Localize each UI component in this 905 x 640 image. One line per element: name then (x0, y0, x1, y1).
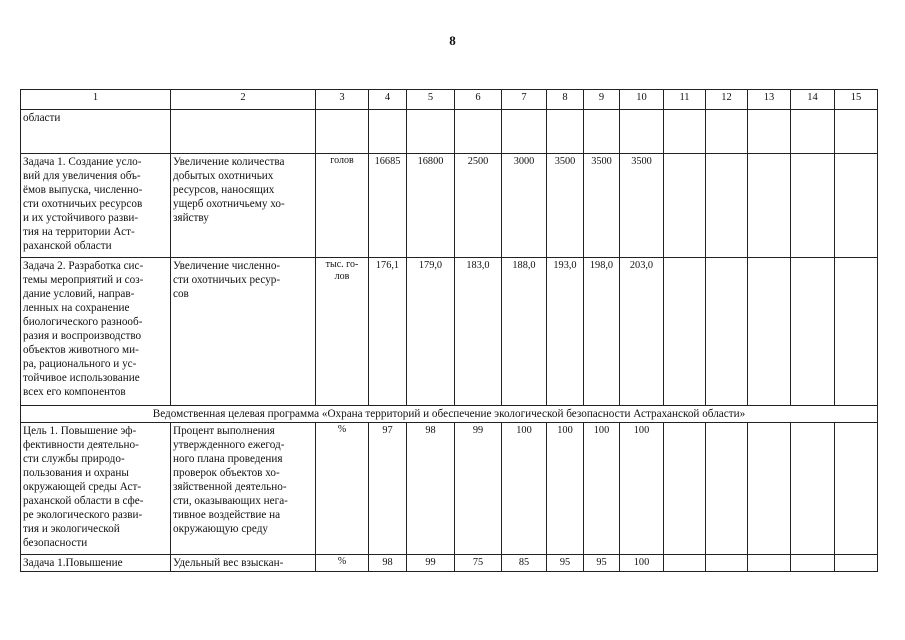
value-cell: 99 (455, 423, 502, 555)
indicator-goal-cell: Задача 1.Повышение (21, 555, 171, 572)
value-cell (748, 423, 791, 555)
value-cell (835, 258, 878, 406)
section-title: Ведомственная целевая программа «Охрана территорий и обеспечение экологической безопасности Астраханской области» (21, 406, 878, 423)
value-cell (791, 258, 835, 406)
header-cell: 2 (171, 90, 316, 110)
value-cell: 85 (502, 555, 547, 572)
value-cell (706, 154, 748, 258)
value-cell: 188,0 (502, 258, 547, 406)
value-cell (748, 555, 791, 572)
value-cell: 75 (455, 555, 502, 572)
value-cell (502, 110, 547, 154)
indicator-goal-cell: Задача 2. Разработка сис- темы мероприятий и соз- дание условий, направ- ленных на сохранение биологического разнооб- разия и воспроизводство объектов животного ми- ра, рационального и ус- тойчивое использование всех его компонентов (21, 258, 171, 406)
value-cell: 3000 (502, 154, 547, 258)
value-cell: 179,0 (407, 258, 455, 406)
header-cell: 7 (502, 90, 547, 110)
value-cell (706, 423, 748, 555)
header-cell: 13 (748, 90, 791, 110)
value-cell (664, 154, 706, 258)
value-cell (791, 555, 835, 572)
value-cell: 183,0 (455, 258, 502, 406)
header-cell: 3 (316, 90, 369, 110)
value-cell: 99 (407, 555, 455, 572)
header-cell: 10 (620, 90, 664, 110)
indicator-name-cell: Увеличение количества добытых охотничьих ресурсов, наносящих ущерб охотничьему хо- зяйству (171, 154, 316, 258)
value-cell (791, 154, 835, 258)
value-cell: 98 (369, 555, 407, 572)
value-cell: 16685 (369, 154, 407, 258)
value-cell: 193,0 (547, 258, 584, 406)
value-cell (791, 110, 835, 154)
header-cell: 14 (791, 90, 835, 110)
value-cell (835, 555, 878, 572)
value-cell (664, 110, 706, 154)
page-number: 8 (449, 33, 456, 48)
value-cell (369, 110, 407, 154)
value-cell (835, 154, 878, 258)
indicator-goal-cell: Задача 1. Создание усло- вий для увеличения объ- ёмов выпуска, численно- сти охотничьих ресурсов и их устойчивого разви- тия на территории Аст- раханской области (21, 154, 171, 258)
indicators-table (20, 89, 878, 572)
value-cell (791, 423, 835, 555)
value-cell (748, 110, 791, 154)
indicator-goal-cell: области (21, 110, 171, 154)
value-cell (835, 110, 878, 154)
value-cell: 3500 (584, 154, 620, 258)
value-cell: 3500 (620, 154, 664, 258)
header-cell: 5 (407, 90, 455, 110)
value-cell: 100 (547, 423, 584, 555)
value-cell: 95 (547, 555, 584, 572)
section-row (21, 406, 878, 423)
unit-cell (316, 110, 369, 154)
value-cell: 100 (502, 423, 547, 555)
indicator-name-cell (171, 110, 316, 154)
header-cell: 1 (21, 90, 171, 110)
value-cell: 203,0 (620, 258, 664, 406)
value-cell (664, 423, 706, 555)
value-cell (706, 258, 748, 406)
value-cell: 16800 (407, 154, 455, 258)
value-cell: 3500 (547, 154, 584, 258)
value-cell (664, 555, 706, 572)
unit-cell: голов (316, 154, 369, 258)
value-cell (835, 423, 878, 555)
value-cell (407, 110, 455, 154)
indicator-name-cell: Увеличение численно- сти охотничьих ресур- сов (171, 258, 316, 406)
header-cell: 11 (664, 90, 706, 110)
value-cell: 97 (369, 423, 407, 555)
value-cell: 100 (620, 555, 664, 572)
table-row (21, 258, 878, 406)
value-cell: 100 (620, 423, 664, 555)
unit-cell: % (316, 423, 369, 555)
value-cell: 2500 (455, 154, 502, 258)
value-cell (455, 110, 502, 154)
value-cell (620, 110, 664, 154)
header-cell: 15 (835, 90, 878, 110)
value-cell (547, 110, 584, 154)
indicator-name-cell: Процент выполнения утвержденного ежегод- ного плана проведения проверок объектов хо- зяйственной деятельно- сти, оказывающих нега- тивное воздействие на окружающую среду (171, 423, 316, 555)
header-row (21, 90, 878, 110)
value-cell (664, 258, 706, 406)
table-row (21, 110, 878, 154)
table-row (21, 555, 878, 572)
header-cell: 8 (547, 90, 584, 110)
indicator-goal-cell: Цель 1. Повышение эф- фективности деятельно- сти службы природо- пользования и охраны окружающей среды Аст- раханской области в сфе- ре экологического разви- тия и экологической безопасности (21, 423, 171, 555)
value-cell: 198,0 (584, 258, 620, 406)
unit-cell: % (316, 555, 369, 572)
value-cell (748, 258, 791, 406)
value-cell (706, 555, 748, 572)
value-cell (748, 154, 791, 258)
header-cell: 12 (706, 90, 748, 110)
unit-cell: тыс. го- лов (316, 258, 369, 406)
value-cell: 176,1 (369, 258, 407, 406)
value-cell: 95 (584, 555, 620, 572)
value-cell (584, 110, 620, 154)
table-row (21, 154, 878, 258)
header-cell: 9 (584, 90, 620, 110)
indicator-name-cell: Удельный вес взыскан- (171, 555, 316, 572)
header-cell: 4 (369, 90, 407, 110)
value-cell: 98 (407, 423, 455, 555)
value-cell (706, 110, 748, 154)
header-cell: 6 (455, 90, 502, 110)
table-row (21, 423, 878, 555)
value-cell: 100 (584, 423, 620, 555)
